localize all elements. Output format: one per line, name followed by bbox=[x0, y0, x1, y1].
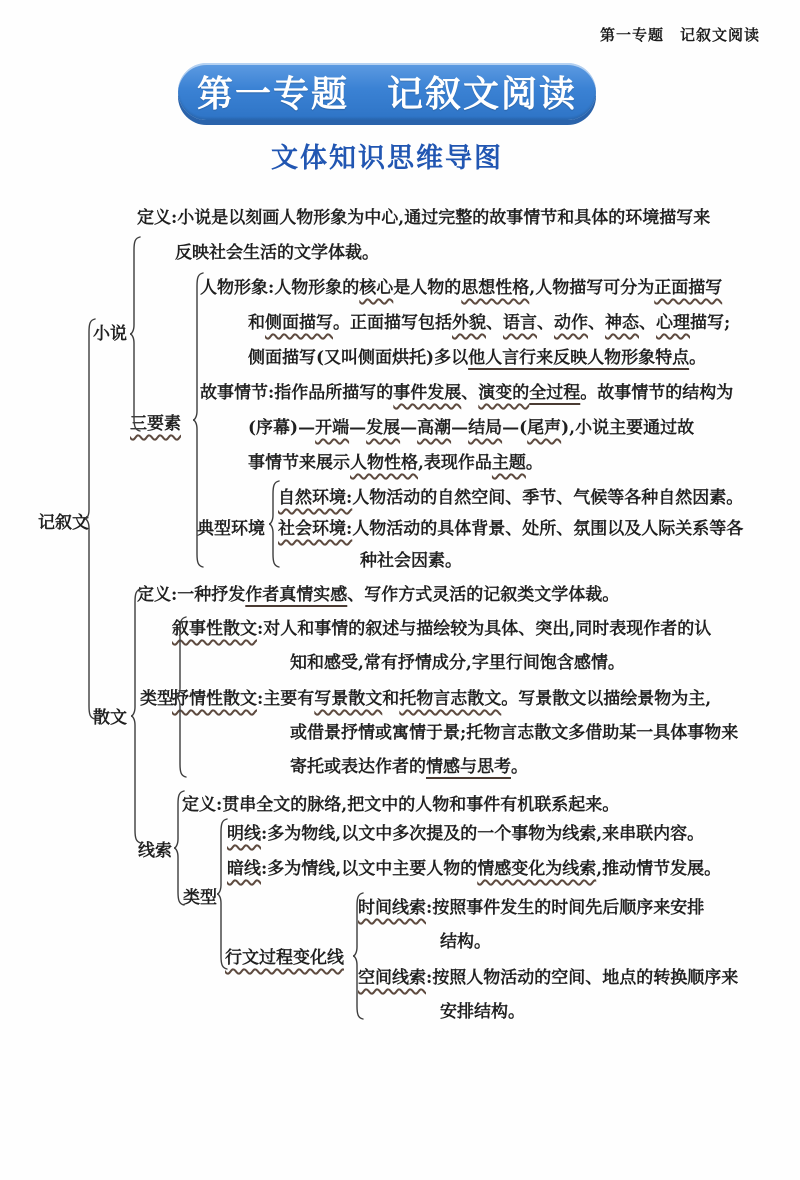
marked-text: 全过程 bbox=[529, 383, 581, 403]
text-line bbox=[440, 1000, 525, 1024]
marked-text: 空间线索 bbox=[358, 968, 426, 988]
plain-text: ,人物描写可分为 bbox=[529, 278, 655, 298]
plain-text: 人物活动的自然空间、季节、气候等各种自然因素。 bbox=[352, 488, 744, 508]
text-line bbox=[278, 486, 743, 510]
node-leixing-sanwen: 类型 bbox=[140, 689, 174, 709]
node-dianxing-huanjing: 典型环境 bbox=[197, 519, 265, 539]
plain-text: 寄托或表达作者的 bbox=[290, 757, 426, 777]
plain-text: 人物形象:人物形象的 bbox=[200, 278, 360, 298]
text-line bbox=[175, 241, 379, 265]
text-line bbox=[278, 517, 743, 541]
plain-text: — bbox=[451, 418, 469, 438]
plain-text: 、写作方式灵活的记叙类文学体裁。 bbox=[347, 585, 620, 605]
text-line bbox=[358, 896, 704, 920]
node-leixing-xiansuo: 类型 bbox=[183, 888, 217, 908]
marked-text: 事件发展 bbox=[393, 383, 462, 403]
marked-text: 外貌 bbox=[452, 313, 486, 333]
plain-text: 。 bbox=[511, 757, 528, 777]
plain-text: 。故事情节的结构为 bbox=[580, 383, 734, 403]
marked-text: 核心 bbox=[359, 278, 394, 298]
text-line bbox=[290, 755, 528, 779]
plain-text: 结构。 bbox=[440, 932, 491, 952]
plain-text: 、 bbox=[537, 313, 554, 333]
text-line bbox=[248, 346, 706, 370]
plain-text: 、 bbox=[639, 313, 656, 333]
plain-text: 。正面描写包括 bbox=[333, 313, 452, 333]
curly-brace bbox=[129, 236, 141, 436]
text-line bbox=[200, 381, 733, 405]
marked-text: 动作 bbox=[554, 313, 588, 333]
text-line bbox=[440, 930, 491, 954]
node-sanyaosu: 三要素 bbox=[130, 414, 181, 434]
chapter-title-text: 第一专题 记叙文阅读 bbox=[196, 73, 577, 114]
plain-text: 定义:小说是以刻画人物形象为中心,通过完整的故事情节和具体的环境描写来 bbox=[137, 208, 711, 228]
marked-text: 发展 bbox=[366, 418, 401, 438]
marked-text: 他人言行来反映人物形象特点 bbox=[468, 348, 690, 368]
plain-text: :按照事件发生的时间先后顺序来安排 bbox=[426, 898, 705, 918]
plain-text: 安排结构。 bbox=[440, 1002, 525, 1022]
text-line bbox=[360, 549, 462, 573]
plain-text: 、 bbox=[486, 313, 503, 333]
marked-text: 尾声 bbox=[527, 418, 562, 438]
node-xiaoshuo: 小说 bbox=[93, 324, 127, 344]
plain-text: :多为情线,以文中主要人物的 bbox=[261, 859, 478, 879]
plain-text: 知和感受,常有抒情成分,字里行间饱含感情。 bbox=[290, 653, 625, 673]
plain-text: 种社会因素。 bbox=[360, 551, 462, 571]
marked-text: 神态 bbox=[605, 313, 639, 333]
node-sanwen: 散文 bbox=[93, 708, 127, 728]
plain-text: 、 bbox=[588, 313, 605, 333]
plain-text: 事情节来展示 bbox=[248, 453, 350, 473]
page-subtitle: 文体知识思维导图 bbox=[271, 143, 503, 173]
plain-text: 。 bbox=[689, 348, 707, 368]
plain-text: — bbox=[349, 418, 367, 438]
marked-text: 明线 bbox=[227, 824, 261, 844]
marked-text: 开端 bbox=[315, 418, 350, 438]
marked-text: 托物言志散文 bbox=[399, 689, 502, 709]
marked-text: 时间线索 bbox=[358, 898, 426, 918]
node-xingwen-bianhuaxian: 行文过程变化线 bbox=[225, 948, 344, 968]
marked-text: 人物性格 bbox=[350, 453, 418, 473]
marked-text: 正面描写 bbox=[654, 278, 723, 298]
marked-text: 侧面描写 bbox=[265, 313, 333, 333]
plain-text: 侧面描写(又叫侧面烘托)多以 bbox=[248, 348, 469, 368]
marked-text: 高潮 bbox=[417, 418, 452, 438]
plain-text: ),小说主要通过故 bbox=[561, 418, 695, 438]
curly-brace bbox=[130, 588, 142, 848]
text-line bbox=[182, 793, 619, 817]
marked-text: 抒情性散文 bbox=[172, 689, 257, 709]
marked-text: 叙事性散文 bbox=[172, 619, 257, 639]
node-xiansuo: 线索 bbox=[138, 841, 172, 861]
plain-text: 。写景散文以描绘景物为主, bbox=[501, 689, 712, 709]
marked-text: 社会环境: bbox=[278, 519, 353, 539]
plain-text: (序幕)— bbox=[248, 418, 316, 438]
text-line bbox=[137, 583, 619, 607]
plain-text: ,推动情节发展。 bbox=[596, 859, 722, 879]
marked-text: 暗线 bbox=[227, 859, 261, 879]
text-line bbox=[290, 721, 738, 745]
plain-text: 人物活动的具体背景、处所、氛围以及人际关系等各 bbox=[352, 519, 744, 539]
marked-text: 写景散文 bbox=[314, 689, 383, 709]
marked-text: 情感变化为线索 bbox=[477, 859, 597, 879]
text-line bbox=[172, 617, 711, 641]
plain-text: 定义:一种抒发 bbox=[137, 585, 246, 605]
running-header: 第一专题 记叙文阅读 bbox=[599, 27, 760, 44]
plain-text: 或借景抒情或寓情于景;托物言志散文多借助某一具体事物来 bbox=[290, 723, 739, 743]
text-line bbox=[227, 822, 704, 846]
text-line bbox=[358, 966, 738, 990]
plain-text: — bbox=[400, 418, 418, 438]
plain-text: 反映社会生活的文学体裁。 bbox=[175, 243, 379, 263]
plain-text: ,表现作品 bbox=[418, 453, 492, 473]
marked-text: 情感与思考 bbox=[426, 757, 511, 777]
plain-text: 定义:贯串全文的脉络,把文中的人物和事件有机联系起来。 bbox=[182, 795, 620, 815]
text-line bbox=[227, 857, 721, 881]
marked-text: 思想性格 bbox=[461, 278, 530, 298]
plain-text: 和 bbox=[248, 313, 265, 333]
marked-text: 作者真情实感 bbox=[245, 585, 348, 605]
plain-text: 故事情节:指作品所描写的 bbox=[200, 383, 394, 403]
text-line bbox=[200, 276, 722, 300]
plain-text: 描写; bbox=[690, 313, 731, 333]
plain-text: —( bbox=[502, 418, 528, 438]
plain-text: :对人和事情的叙述与描绘较为具体、突出,同时表现作者的认 bbox=[257, 619, 712, 639]
plain-text: :多为物线,以文中多次提及的一个事物为线索,来串联内容。 bbox=[261, 824, 705, 844]
plain-text: 和 bbox=[382, 689, 400, 709]
text-line bbox=[137, 206, 710, 230]
marked-text: 语言 bbox=[503, 313, 537, 333]
text-line bbox=[172, 687, 711, 711]
marked-text: 演变的 bbox=[478, 383, 530, 403]
text-line bbox=[290, 651, 625, 675]
plain-text: :按照人物活动的空间、地点的转换顺序来 bbox=[426, 968, 739, 988]
plain-text: :主要有 bbox=[257, 689, 315, 709]
text-line bbox=[248, 451, 543, 475]
plain-text: 。 bbox=[525, 453, 543, 473]
text-line bbox=[248, 311, 730, 335]
text-line bbox=[248, 416, 694, 440]
plain-text: 、 bbox=[461, 383, 479, 403]
marked-text: 心理 bbox=[656, 313, 690, 333]
marked-text: 结局 bbox=[468, 418, 503, 438]
node-root: 记叙文 bbox=[38, 513, 89, 533]
marked-text: 主题 bbox=[491, 453, 526, 473]
plain-text: 是人物的 bbox=[393, 278, 462, 298]
marked-text: 自然环境: bbox=[278, 488, 353, 508]
